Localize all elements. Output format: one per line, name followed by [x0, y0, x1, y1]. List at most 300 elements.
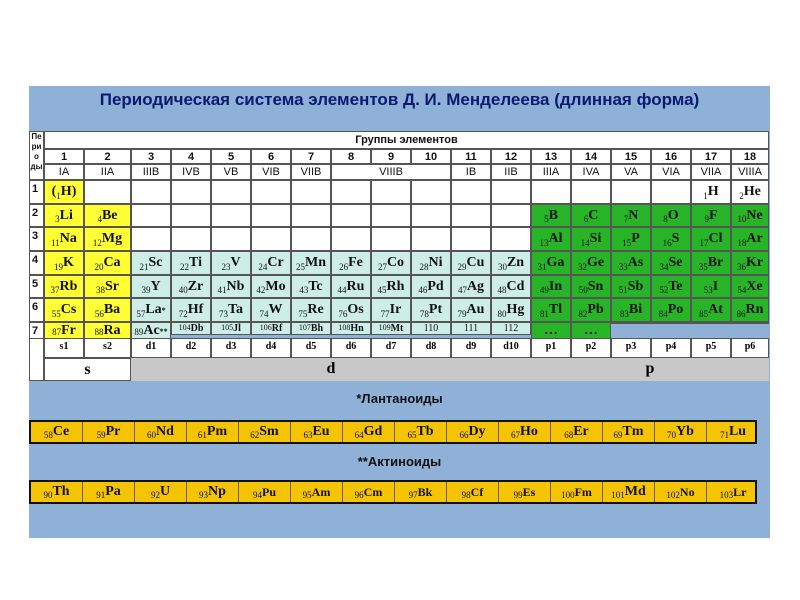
orbital-base: d: [265, 341, 272, 352]
element-cell: [291, 251, 331, 275]
atomic-number: 82: [578, 309, 588, 319]
element-marker: **: [159, 326, 168, 336]
orbital-sup: 3: [631, 341, 637, 352]
element-symbol: Fr: [61, 323, 76, 338]
atomic-number: 108: [338, 323, 351, 332]
atomic-number: 55: [51, 309, 61, 319]
atomic-number: 74: [259, 309, 269, 319]
group-label-text: VB: [223, 166, 239, 178]
atomic-number: 67: [511, 430, 521, 440]
block-p: [531, 358, 769, 381]
element-symbol: S: [671, 231, 680, 246]
empty-cell: [491, 227, 531, 251]
element-symbol: C: [588, 207, 599, 223]
atomic-number: 4: [97, 214, 102, 224]
element-symbol: Re: [307, 302, 324, 317]
orbital-sup: 4: [271, 341, 277, 352]
atomic-number: 57: [136, 309, 146, 319]
atomic-number: 77: [380, 309, 390, 319]
atomic-number: 18: [737, 238, 747, 248]
atomic-number: 106: [259, 323, 272, 332]
element-symbol: Mt: [390, 323, 404, 334]
group-number: [691, 149, 731, 164]
element-symbol: Ce: [52, 424, 70, 439]
atomic-number: 5: [544, 214, 549, 224]
element-symbol: Pb: [587, 302, 604, 317]
orbital-sup: 7: [391, 341, 397, 352]
orbital-label: [411, 338, 451, 358]
atomic-number: 43: [299, 285, 309, 295]
atomic-number: 111: [463, 323, 479, 334]
group-label-text: VIIIB: [379, 166, 403, 178]
orbital-label: [451, 338, 491, 358]
group-label-text: VIIB: [300, 166, 322, 178]
element-cell: [44, 298, 84, 322]
element-symbol: Cd: [506, 278, 525, 294]
atomic-number: 2: [739, 191, 744, 201]
element-symbol: La: [145, 302, 162, 317]
groups-title: [44, 131, 769, 149]
element-cell: [331, 322, 371, 335]
paren-open: (: [51, 184, 57, 199]
element-symbol: Ge: [586, 255, 605, 270]
period-number: [29, 180, 44, 204]
block-row-spacer: [29, 338, 44, 381]
group-number: [84, 149, 131, 164]
element-symbol: Sr: [105, 278, 119, 294]
element-cell: [211, 298, 251, 322]
element-cell: [571, 275, 611, 298]
atomic-number: 28: [419, 262, 429, 272]
orbital-label: [131, 338, 171, 358]
group-label: [571, 164, 611, 180]
group-label-text: IIB: [504, 166, 518, 178]
element-symbol: Ra: [103, 323, 121, 338]
actinoid-cell: [447, 482, 499, 502]
atomic-number: 1: [703, 191, 708, 201]
element-cell: [331, 298, 371, 322]
element-cell: [251, 322, 291, 335]
element-cell: [691, 298, 731, 322]
element-symbol: Y: [150, 278, 161, 294]
atomic-number: 81: [539, 309, 549, 319]
atomic-number: 88: [94, 327, 104, 337]
element-cell: [491, 298, 531, 322]
atomic-number: 100: [561, 490, 575, 500]
element-cell: [84, 298, 131, 322]
lanthanoid-cell: [655, 422, 707, 442]
group-number: [491, 149, 531, 164]
group-label: [651, 164, 691, 180]
group-label: [84, 164, 131, 180]
element-cell: [651, 251, 691, 275]
atomic-number: 63: [303, 430, 313, 440]
element-cell: [451, 298, 491, 322]
actinoid-cell: [655, 482, 707, 502]
atomic-number: 61: [197, 430, 207, 440]
actinoid-cell: [135, 482, 187, 502]
atomic-number: 25: [296, 262, 305, 272]
group-label-text: IVB: [182, 166, 200, 178]
empty-cell: [331, 204, 371, 227]
orbital-sup: 3: [231, 341, 237, 352]
atomic-number: 44: [337, 285, 347, 295]
orbital-label: [211, 338, 251, 358]
orbital-label: [491, 338, 531, 358]
empty-cell: [331, 180, 371, 204]
group-label: [451, 164, 491, 180]
element-cell: [84, 204, 131, 227]
element-cell: [731, 322, 769, 324]
element-cell: [691, 180, 731, 204]
element-cell: [251, 298, 291, 322]
group-label-text: VIIA: [700, 166, 722, 178]
orbital-sup: 2: [591, 341, 597, 352]
atomic-number: 14: [580, 238, 590, 248]
element-cell: [491, 322, 531, 335]
element-symbol: Es: [522, 484, 536, 499]
atomic-number: 60: [147, 430, 157, 440]
orbital-label: [44, 338, 84, 358]
atomic-number: 48: [497, 285, 507, 295]
orbital-sup: 6: [351, 341, 357, 352]
atomic-number: 35: [698, 262, 708, 272]
empty-cell: [571, 180, 611, 204]
atomic-number: 98: [461, 490, 471, 500]
element-symbol: Ni: [428, 255, 443, 270]
orbital-base: p: [705, 341, 712, 352]
atomic-number: 91: [96, 490, 106, 500]
empty-cell: [371, 180, 411, 204]
element-symbol: As: [627, 255, 644, 270]
atomic-number: 53: [703, 285, 713, 295]
lanthanoid-cell: [83, 422, 135, 442]
period-header: [29, 131, 44, 180]
atomic-number: 33: [618, 262, 628, 272]
orbital-sup: 2: [191, 341, 197, 352]
atomic-number: 72: [178, 309, 188, 319]
group-label: [211, 164, 251, 180]
atomic-number: 95: [302, 490, 312, 500]
element-symbol: Sc: [148, 255, 163, 270]
element-symbol: Cr: [267, 255, 284, 270]
actinoid-cell: [291, 482, 343, 502]
element-cell: [44, 227, 84, 251]
actinoid-cell: [499, 482, 551, 502]
empty-cell: [211, 227, 251, 251]
element-symbol: At: [708, 302, 723, 317]
empty-cell: [491, 204, 531, 227]
group-number: [531, 149, 571, 164]
atomic-number: 86: [736, 309, 746, 319]
empty-cell: [291, 204, 331, 227]
element-symbol: Tm: [622, 424, 644, 439]
orbital-label: [531, 338, 571, 358]
element-symbol: Eu: [312, 424, 330, 439]
orbital-label: [691, 338, 731, 358]
group-number-label: 6: [267, 151, 275, 163]
element-cell: [44, 251, 84, 275]
period-number-label: 1: [32, 183, 39, 195]
element-cell: [691, 204, 731, 227]
atomic-number: 51: [618, 285, 628, 295]
actinoid-cell: [551, 482, 603, 502]
element-cell: [331, 251, 371, 275]
element-symbol: Hg: [506, 302, 525, 317]
atomic-number: 1: [56, 191, 61, 201]
group-number: [331, 149, 371, 164]
empty-cell: [291, 227, 331, 251]
element-cell: [691, 275, 731, 298]
element-symbol: Ba: [103, 302, 121, 317]
atomic-number: 85: [699, 309, 709, 319]
period-number-label: 2: [32, 207, 39, 219]
lanthanoid-cell: [447, 422, 499, 442]
lanthanoid-cell: [187, 422, 239, 442]
element-cell: [171, 251, 211, 275]
element-symbol: Tb: [416, 424, 434, 439]
element-symbol: Tc: [308, 278, 323, 294]
lanthanoid-cell: [135, 422, 187, 442]
orbital-label: [84, 338, 131, 358]
element-symbol: Lu: [728, 424, 747, 439]
group-number: [131, 149, 171, 164]
element-symbol: I: [712, 278, 719, 294]
element-symbol: Ho: [520, 424, 538, 439]
group-label-text: VA: [624, 166, 638, 178]
element-cell: [411, 322, 451, 335]
element-cell: [44, 180, 84, 204]
atomic-number: 21: [139, 262, 149, 272]
element-cell: [371, 251, 411, 275]
atomic-number: 27: [377, 262, 387, 272]
atomic-number: 76: [338, 309, 348, 319]
atomic-number: 7: [623, 214, 629, 224]
group-label: [291, 164, 331, 180]
empty-cell: [131, 180, 171, 204]
element-symbol: Dy: [468, 424, 486, 439]
element-symbol: Ta: [227, 302, 244, 317]
atomic-number: 58: [43, 430, 53, 440]
element-symbol: Li: [59, 207, 73, 223]
lanthanoids-title: *Лантаноиды: [356, 391, 443, 406]
empty-cell: [171, 180, 211, 204]
element-symbol: Nb: [226, 278, 245, 294]
group-label: [731, 164, 769, 180]
element-symbol: Pd: [427, 278, 444, 294]
orbital-sup: 5: [711, 341, 717, 352]
atomic-number: 69: [613, 430, 623, 440]
atomic-number: 30: [497, 262, 507, 272]
element-cell: [651, 204, 691, 227]
group-label: [331, 164, 451, 180]
element-symbol: H: [60, 184, 72, 199]
lanthanoid-cell: [343, 422, 395, 442]
lanthanoid-cell: [239, 422, 291, 442]
element-symbol: Sm: [259, 424, 279, 439]
element-cell: [491, 251, 531, 275]
period-number: [29, 227, 44, 251]
group-number-label: 8: [347, 151, 355, 163]
lanthanoid-cell: [707, 422, 759, 442]
atomic-number: 103: [719, 490, 734, 500]
empty-cell: [211, 180, 251, 204]
group-number-label: 9: [387, 151, 395, 163]
orbital-base: p: [545, 341, 552, 352]
group-number-label: 14: [584, 151, 598, 163]
period-number: [29, 251, 44, 275]
element-cell: [251, 251, 291, 275]
atomic-number: 101: [611, 490, 625, 500]
element-symbol: Ir: [389, 302, 402, 317]
orbital-base: d: [425, 341, 432, 352]
element-cell: [531, 204, 571, 227]
block-s-label: s: [84, 361, 91, 378]
element-cell: [571, 251, 611, 275]
orbital-sup: 8: [431, 341, 437, 352]
element-symbol: Rf: [271, 323, 283, 334]
element-symbol: Al: [548, 231, 563, 246]
empty-cell: [371, 204, 411, 227]
element-cell: [611, 322, 651, 324]
empty-cell: [131, 204, 171, 227]
atomic-number: 49: [539, 285, 549, 295]
group-number-label: 12: [504, 151, 518, 163]
element-symbol: K: [63, 255, 74, 270]
periodic-table-panel: [29, 86, 770, 538]
atomic-number: 26: [339, 262, 349, 272]
atomic-number: 36: [736, 262, 746, 272]
group-number-label: 18: [743, 151, 757, 163]
element-symbol: Pu: [261, 484, 276, 499]
element-symbol: Na: [59, 231, 77, 246]
element-cell: [291, 322, 331, 335]
element-symbol: Rn: [745, 302, 764, 317]
empty-cell: [171, 227, 211, 251]
element-symbol: W: [268, 302, 283, 317]
atomic-number: 97: [408, 490, 418, 500]
groups-title-label: Группы элементов: [355, 134, 458, 146]
atomic-number: 92: [150, 490, 160, 500]
period-header-label: Пе ри о ды: [30, 132, 43, 171]
atomic-number: 110: [423, 323, 439, 334]
group-number: [651, 149, 691, 164]
atomic-number: 32: [577, 262, 587, 272]
element-cell: [611, 275, 651, 298]
element-symbol: U: [159, 484, 171, 499]
empty-cell: [84, 180, 131, 204]
atomic-number: 99: [513, 490, 523, 500]
element-cell: [171, 275, 211, 298]
orbital-base: s: [103, 341, 107, 352]
element-cell: [84, 251, 131, 275]
atomic-number: 83: [619, 309, 629, 319]
atomic-number: 52: [659, 285, 669, 295]
element-symbol: Ga: [546, 255, 565, 270]
element-symbol: Lr: [733, 484, 747, 499]
element-cell: [411, 298, 451, 322]
element-symbol: Ca: [103, 255, 121, 270]
element-cell: [371, 322, 411, 335]
element-cell: [651, 227, 691, 251]
group-number: [371, 149, 411, 164]
element-cell: [331, 275, 371, 298]
element-symbol: Pr: [105, 424, 121, 439]
atomic-number: 75: [298, 309, 308, 319]
group-label: [611, 164, 651, 180]
element-cell: [84, 227, 131, 251]
empty-cell: [491, 180, 531, 204]
atomic-number: 12: [92, 238, 102, 248]
element-cell: [491, 275, 531, 298]
element-cell: [371, 275, 411, 298]
block-p-label: p: [645, 360, 655, 377]
element-symbol: Gd: [363, 424, 383, 439]
empty-cell: [451, 227, 491, 251]
atomic-number: 41: [217, 285, 227, 295]
atomic-number: 104: [178, 323, 191, 332]
element-cell: [411, 251, 451, 275]
atomic-number: 54: [737, 285, 747, 295]
atomic-number: 39: [141, 285, 151, 295]
element-cell: [131, 298, 171, 322]
empty-cell: [531, 180, 571, 204]
actinoid-cell: [239, 482, 291, 502]
orbital-base: d: [345, 341, 352, 352]
atomic-number: 109: [378, 323, 391, 332]
empty-cell: [411, 204, 451, 227]
period-number-label: 5: [32, 278, 39, 290]
orbital-base: p: [625, 341, 632, 352]
element-cell: [531, 251, 571, 275]
atomic-number: 112: [503, 323, 519, 334]
atomic-number: 3: [55, 214, 60, 224]
period-number: [29, 298, 44, 322]
element-cell: [171, 322, 211, 335]
element-cell: [571, 298, 611, 322]
element-cell: [731, 204, 769, 227]
atomic-number: 10: [737, 214, 747, 224]
element-symbol: In: [548, 278, 563, 294]
atomic-number: 79: [457, 309, 467, 319]
element-cell: [211, 322, 251, 335]
empty-cell: [651, 180, 691, 204]
group-label-text: VIA: [662, 166, 680, 178]
atomic-number: 102: [666, 490, 680, 500]
element-symbol: Hf: [187, 302, 204, 317]
period-number: [29, 275, 44, 298]
orbital-base: s: [59, 341, 64, 352]
group-number: [251, 149, 291, 164]
atomic-number: 68: [564, 430, 574, 440]
element-symbol: Cm: [363, 484, 383, 499]
atomic-number: 11: [51, 238, 60, 248]
group-number: [171, 149, 211, 164]
element-cell: [611, 251, 651, 275]
group-label-text: IIA: [100, 166, 115, 178]
atomic-number: 8: [663, 214, 668, 224]
element-cell: [131, 275, 171, 298]
group-number-label: 7: [307, 151, 315, 163]
element-symbol: Br: [707, 255, 724, 270]
element-cell: [411, 275, 451, 298]
element-symbol: Np: [208, 484, 226, 499]
element-symbol: Rb: [59, 278, 78, 294]
element-symbol: …: [584, 323, 598, 338]
element-symbol: Mn: [305, 255, 326, 270]
orbital-label: [171, 338, 211, 358]
orbital-sup: 1: [151, 341, 157, 352]
